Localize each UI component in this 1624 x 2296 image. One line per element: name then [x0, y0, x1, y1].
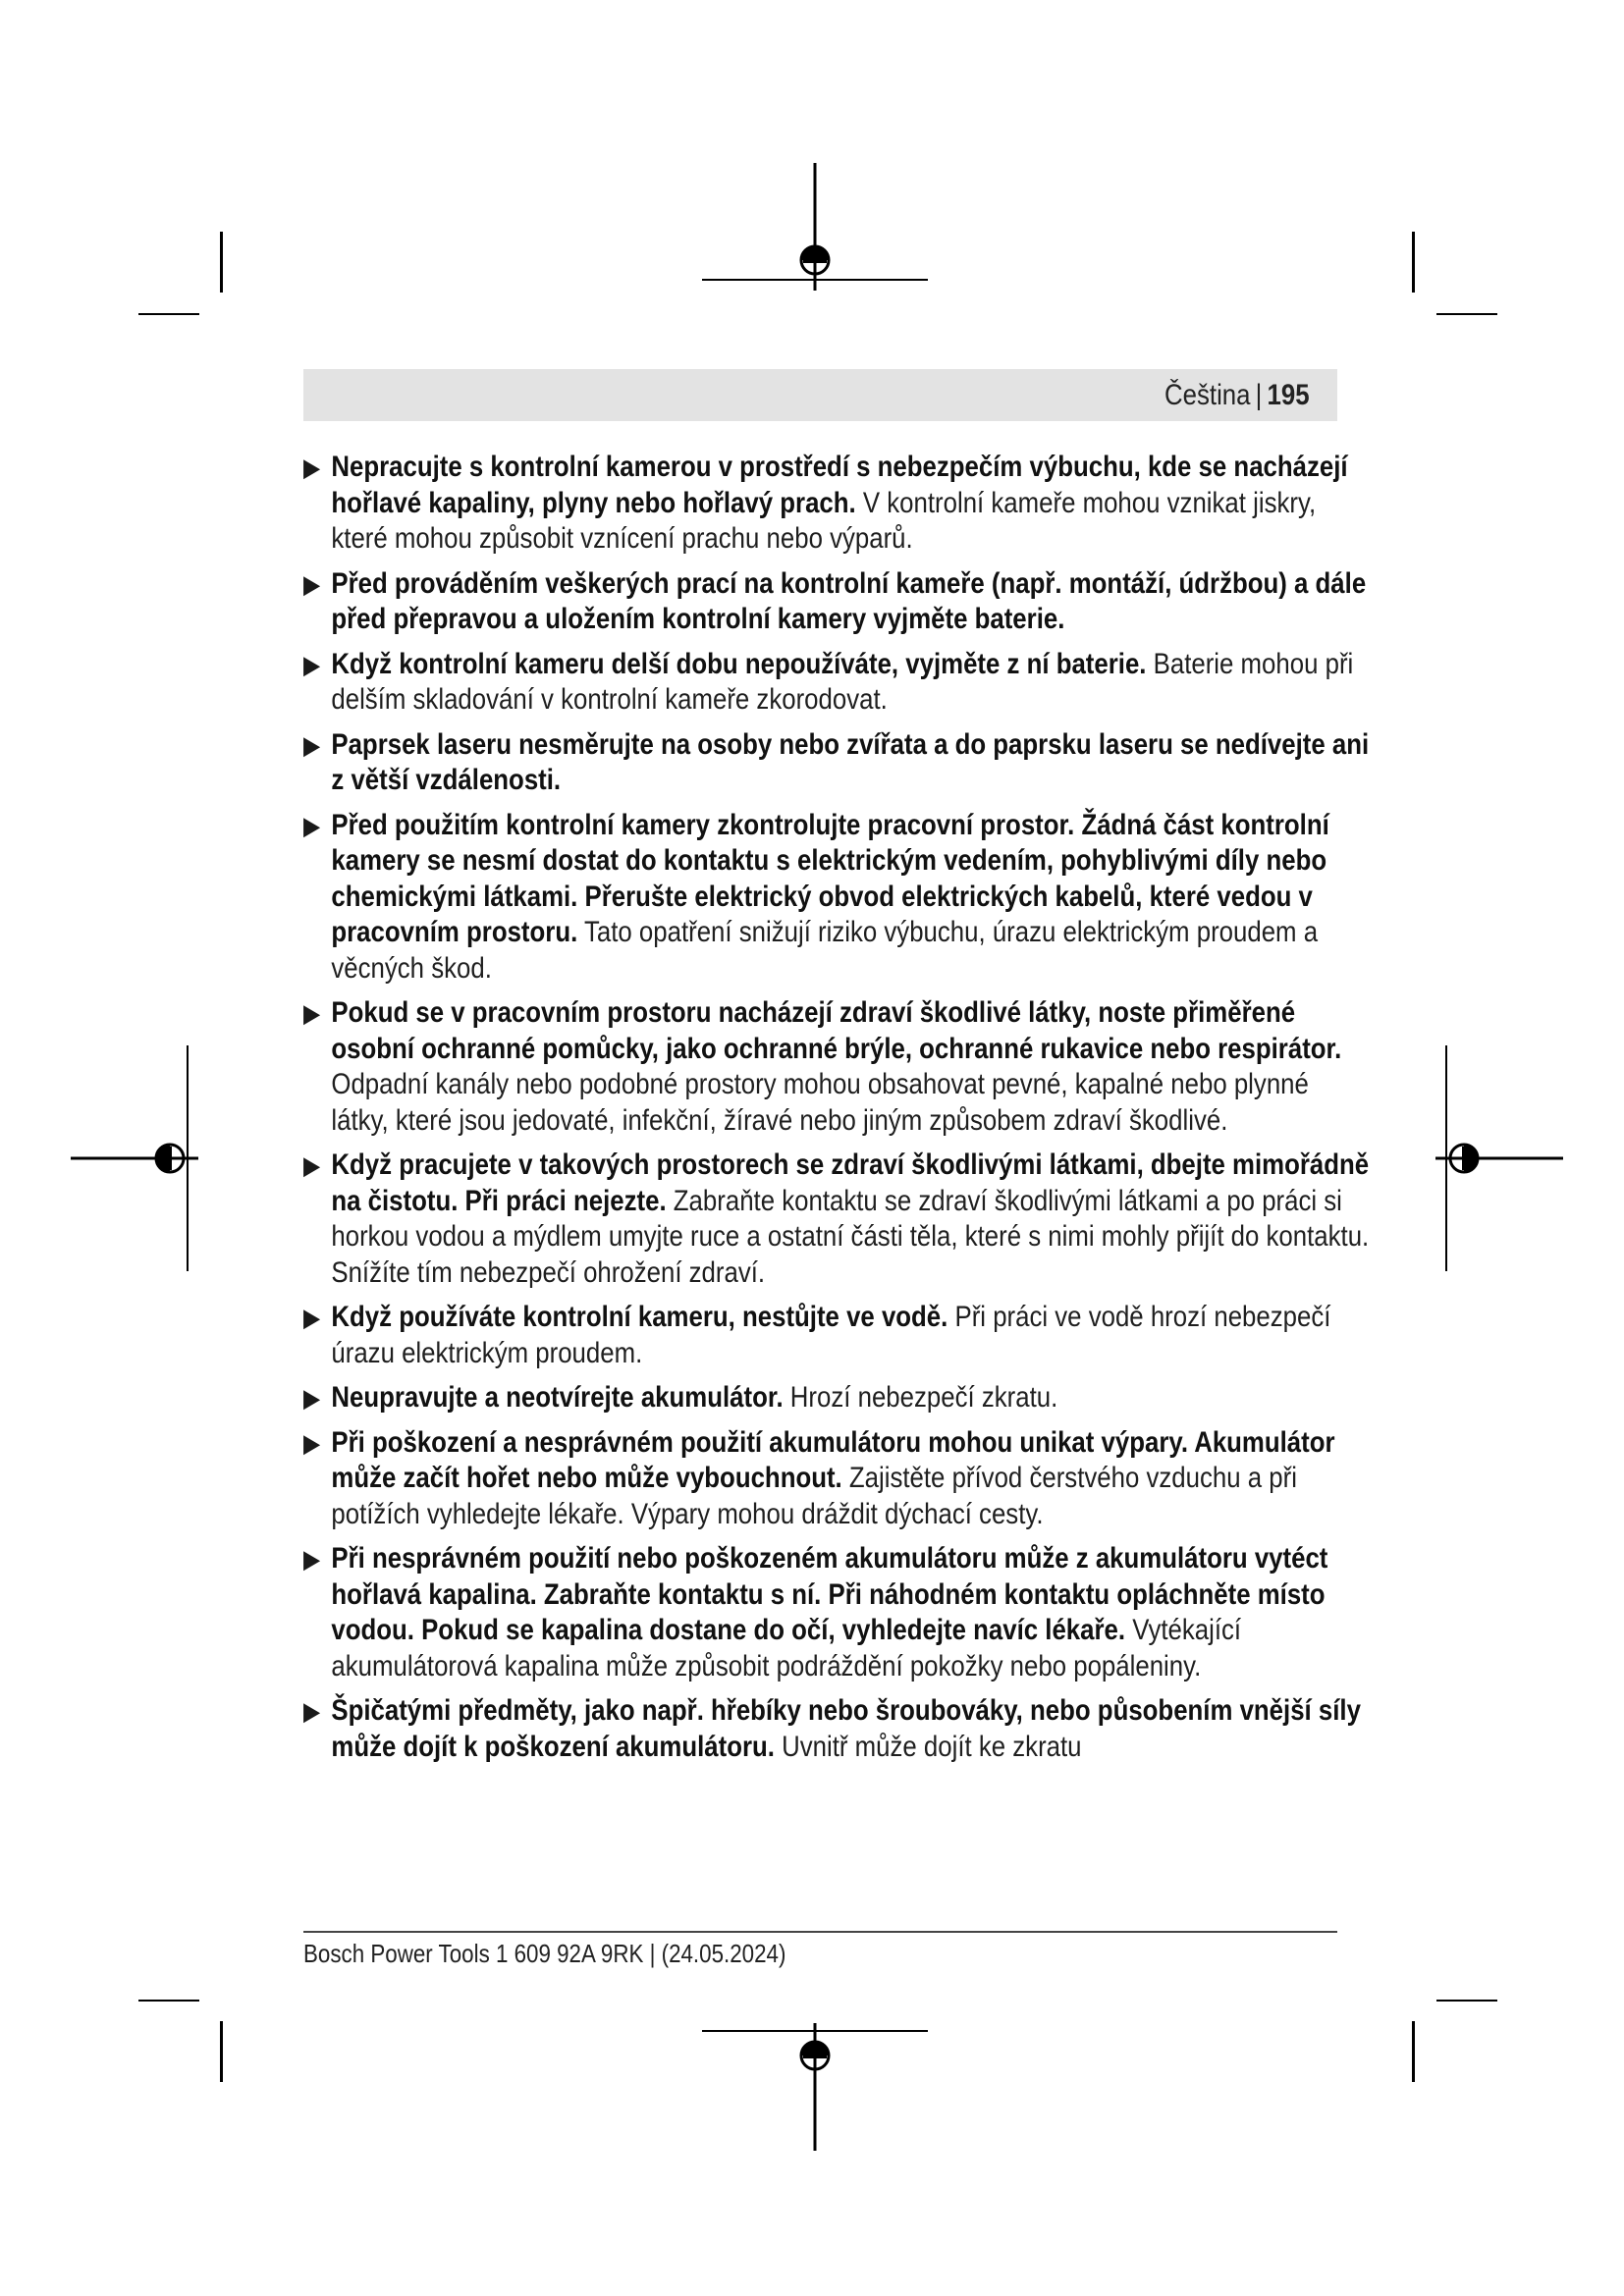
item-bold-text: Při nesprávném použití nebo poškozeném akumulátoru může z akumulátoru vytéct hořlavá kapalina. Zabraňte kontaktu s ní. Při náhodném kontaktu opláchněte místo vodou. Pokud se kapalina dostane do očí, vyhledejte navíc lékaře.: [331, 1542, 1328, 1646]
crop-mark: [1436, 2000, 1497, 2002]
list-item: [303, 1380, 1370, 1416]
registration-mark-icon: [702, 163, 928, 291]
item-bold-text: Před použitím kontrolní kamery zkontrolujte pracovní prostor. Žádná část kontrolní kamery se nesmí dostat do kontaktu s elektrickým vedením, pohyblivými díly nebo chemickými látkami. Přerušte elektrický obvod elektrických kabelů, které vedou v pracovním prostoru.: [331, 808, 1329, 948]
item-bold-text: Když používáte kontrolní kameru, nestůjte ve vodě.: [331, 1301, 948, 1333]
item-bold-text: Když pracujete v takových prostorech se zdraví škodlivými látkami, dbejte mimořádně na čistotu. Při práci nejezte.: [331, 1148, 1370, 1217]
safety-instructions-list: [303, 450, 1370, 1774]
bullet-triangle-icon: ▶: [303, 568, 321, 599]
list-item: [303, 450, 1370, 558]
list-item: [303, 1541, 1370, 1684]
item-bold-text: Neupravujte a neotvírejte akumulátor.: [331, 1381, 784, 1414]
crop-mark: [220, 232, 223, 293]
page-footer: Bosch Power Tools 1 609 92A 9RK | (24.05.2024): [303, 1939, 786, 1968]
bullet-triangle-icon: ▶: [303, 998, 321, 1028]
crop-mark: [138, 2000, 199, 2002]
item-normal-text: Tato opatření snižují riziko výbuchu, úrazu elektrickým proudem a věcných škod.: [331, 916, 1319, 985]
list-item: [303, 1300, 1370, 1371]
header-text: [1164, 379, 1310, 412]
crop-mark: [1436, 313, 1497, 315]
crop-mark: [1412, 232, 1415, 293]
registration-mark-icon: [71, 1045, 198, 1271]
bullet-triangle-icon: ▶: [303, 1427, 321, 1458]
item-normal-text: Zajistěte přívod čerstvého vzduchu a při potížích vyhledejte lékaře. Výpary mohou dráždit dýchací cesty.: [331, 1462, 1297, 1530]
item-bold-text: Nepracujte s kontrolní kamerou v prostředí s nebezpečím výbuchu, kde se nacházejí hořlavé kapaliny, plyny nebo hořlavý prach.: [331, 451, 1348, 519]
bullet-triangle-icon: ▶: [303, 649, 321, 679]
bullet-triangle-icon: ▶: [303, 453, 321, 482]
crop-mark: [220, 2021, 223, 2082]
list-item: [303, 1693, 1370, 1765]
list-item: [303, 995, 1370, 1139]
bullet-triangle-icon: ▶: [303, 1544, 321, 1574]
registration-mark-icon: [1435, 1045, 1563, 1271]
item-normal-text: Uvnitř může dojít ke zkratu: [774, 1730, 1082, 1763]
crop-mark: [138, 313, 199, 315]
item-normal-text: Vytékající akumulátorová kapalina může způsobit podráždění pokožky nebo popáleniny.: [331, 1614, 1242, 1682]
bullet-triangle-icon: ▶: [303, 729, 321, 760]
item-normal-text: Zabraňte kontaktu se zdraví škodlivými látkami a po práci si horkou vodou a mýdlem umyjte ruce a ostatní části těla, které s nimi mohly přijít do kontaktu. Snížíte tím nebezpečí ohrožení zdraví.: [331, 1184, 1370, 1289]
item-normal-text: Odpadní kanály nebo podobné prostory mohou obsahovat pevné, kapalné nebo plynné látky, které jsou jedovaté, infekční, žíravé nebo jiným způsobem zdraví škodlivé.: [331, 1068, 1309, 1137]
item-normal-text: V kontrolní kameře mohou vznikat jiskry, které mohou způsobit vznícení prachu nebo výparů.: [331, 486, 1317, 555]
item-bold-text: Špičatými předměty, jako např. hřebíky nebo šroubováky, nebo působením vnější síly může dojít k poškození akumulátoru.: [331, 1694, 1361, 1763]
header-language: Čeština: [1164, 379, 1251, 411]
bullet-triangle-icon: ▶: [303, 1383, 321, 1413]
item-normal-text: Při práci ve vodě hrozí nebezpečí úrazu elektrickým proudem.: [331, 1301, 1331, 1369]
list-item: [303, 727, 1370, 799]
bullet-triangle-icon: ▶: [303, 1150, 321, 1180]
page-number: 195: [1267, 379, 1310, 411]
list-item: [303, 808, 1370, 988]
item-bold-text: Paprsek laseru nesměrujte na osoby nebo zvířata a do paprsku laseru se nedívejte ani z větší vzdálenosti.: [331, 727, 1370, 796]
item-bold-text: Před prováděním veškerých prací na kontrolní kameře (např. montáží, údržbou) a dále před přepravou a uložením kontrolní kamery vyjměte baterie.: [331, 566, 1367, 635]
header-separator: |: [1256, 379, 1263, 411]
bullet-triangle-icon: ▶: [303, 810, 321, 840]
crop-mark: [1412, 2021, 1415, 2082]
footer-divider: [303, 1931, 1337, 1933]
bullet-triangle-icon: ▶: [303, 1696, 321, 1726]
item-normal-text: Hrozí nebezpečí zkratu.: [783, 1381, 1058, 1414]
list-item: [303, 647, 1370, 719]
item-bold-text: Při poškození a nesprávném použití akumulátoru mohou unikat výpary. Akumulátor může začít hořet nebo může vybouchnout.: [331, 1425, 1335, 1494]
item-normal-text: Baterie mohou při delším skladování v kontrolní kameře zkorodovat.: [331, 647, 1354, 716]
bullet-triangle-icon: ▶: [303, 1303, 321, 1332]
list-item: [303, 1425, 1370, 1533]
item-bold-text: Když kontrolní kameru delší dobu nepoužíváte, vyjměte z ní baterie.: [331, 647, 1147, 680]
page-header: [303, 369, 1337, 421]
list-item: [303, 1148, 1370, 1291]
registration-mark-icon: [702, 2023, 928, 2151]
list-item: [303, 566, 1370, 638]
item-bold-text: Pokud se v pracovním prostoru nacházejí zdraví škodlivé látky, noste přiměřené osobní ochranné pomůcky, jako ochranné brýle, ochranné rukavice nebo respirátor.: [331, 996, 1342, 1065]
